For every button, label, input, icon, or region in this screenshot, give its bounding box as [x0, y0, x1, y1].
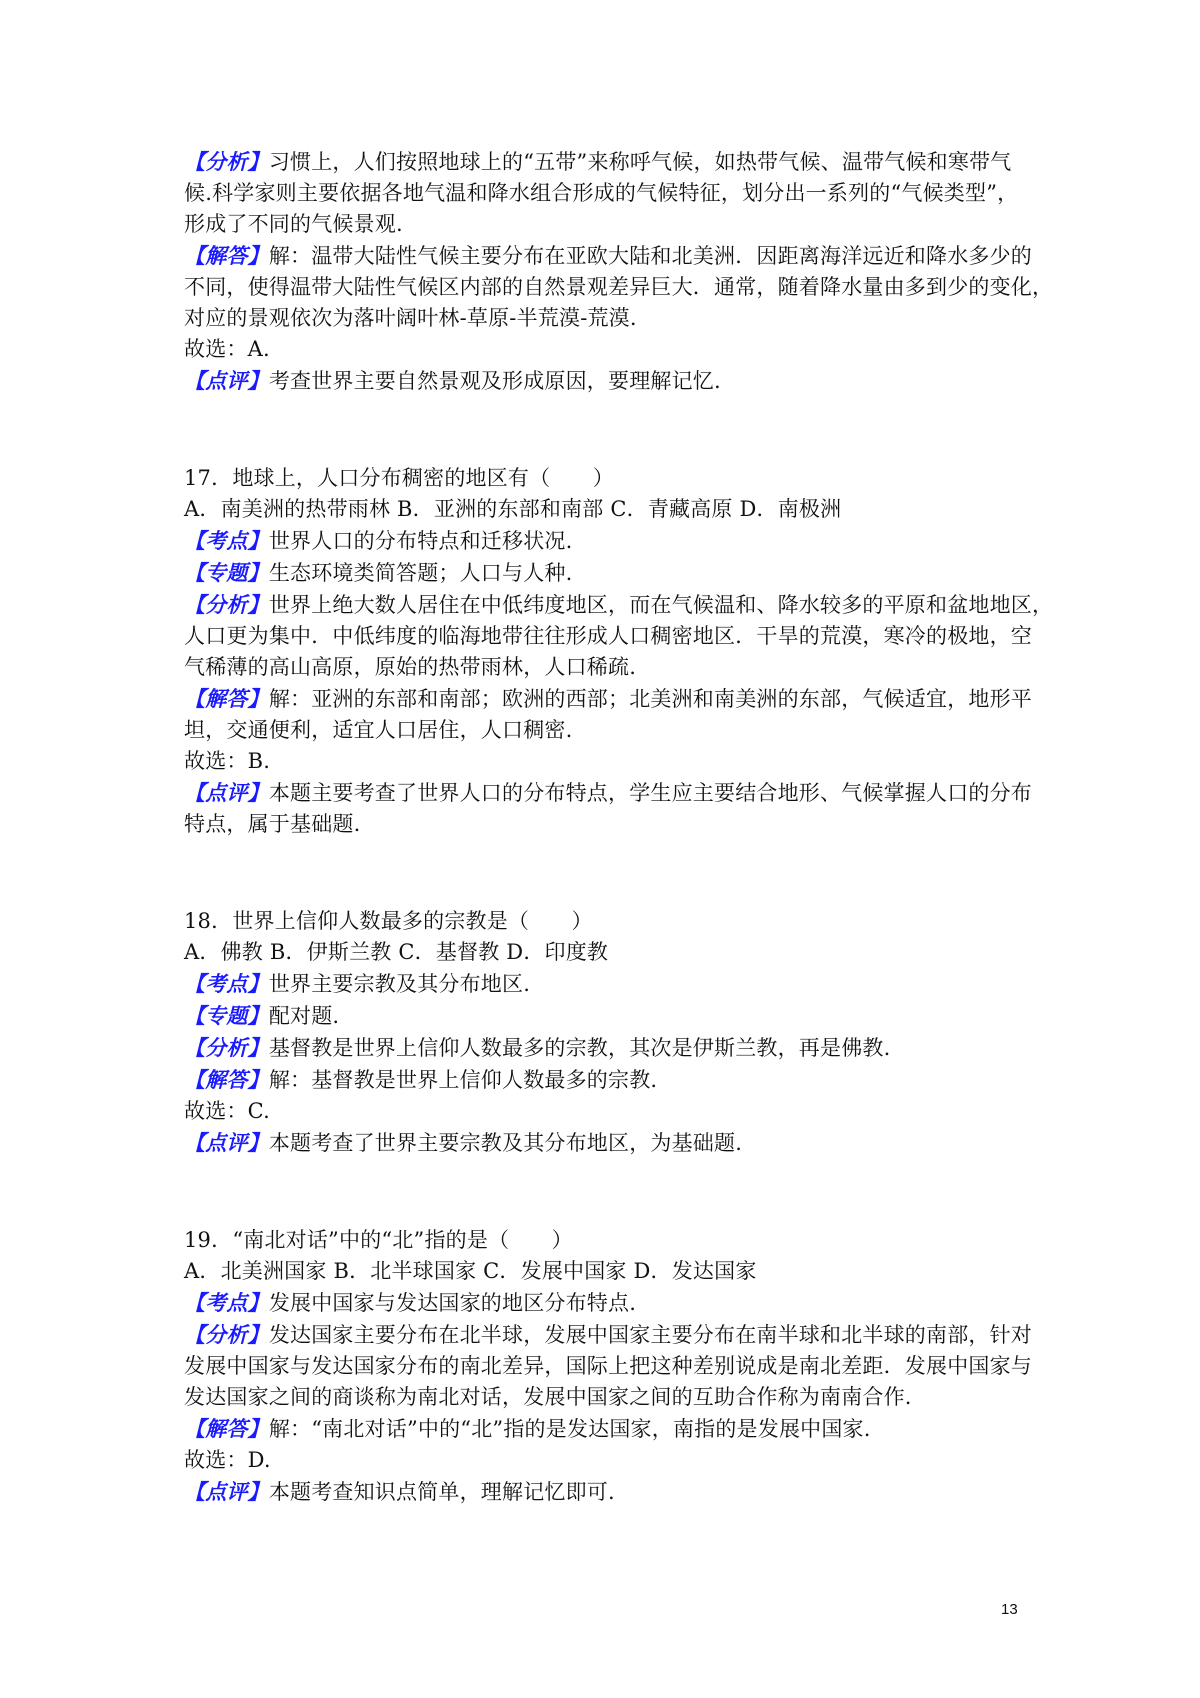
line-text: 发展中国家与发达国家分布的南北差异，国际上把这种差别说成是南北差距．发展中国家与 [184, 1354, 1032, 1378]
text-line [184, 1319, 1033, 1351]
text-line [184, 1064, 1024, 1096]
line-text: 故选：C. [184, 1099, 270, 1123]
text-line [184, 809, 1024, 840]
text-line [184, 1445, 1024, 1476]
label-tag: 【专题】 [184, 1003, 269, 1028]
line-text: 解：基督教是世界上信仰人数最多的宗教. [268, 1068, 658, 1092]
line-text: 发展中国家与发达国家的地区分布特点. [268, 1291, 637, 1315]
line-text: 形成了不同的气候景观. [184, 212, 403, 236]
label-tag: 【分析】 [184, 592, 269, 617]
label-tag: 【分析】 [184, 1035, 269, 1060]
text-line [184, 494, 1024, 525]
text-line [184, 146, 1024, 178]
text-line [184, 1382, 1024, 1413]
line-text: 基督教是世界上信仰人数最多的宗教，其次是伊斯兰教，再是佛教. [268, 1036, 891, 1060]
line-text: 习惯上，人们按照地球上的“五带”来称呼气候，如热带气候、温带气候和寒带气 [268, 150, 1012, 174]
line-text: 发达国家主要分布在北半球，发展中国家主要分布在南半球和北半球的南部，针对 [268, 1323, 1033, 1347]
line-text: 世界上绝大数人居住在中低纬度地区，而在气候温和、降水较多的平原和盆地地区， [268, 593, 1054, 617]
line-text: 对应的景观依次为落叶阔叶林-草原-半荒漠-荒漠. [184, 306, 637, 330]
text-line [184, 178, 1024, 209]
label-tag: 【解答】 [184, 1416, 269, 1441]
line-text: 考查世界主要自然景观及形成原因，要理解记忆. [268, 369, 721, 393]
text-line [184, 1000, 1024, 1032]
label-tag: 【分析】 [184, 149, 269, 174]
line-text: 坦，交通便利，适宜人口居住，人口稠密. [184, 718, 573, 742]
text-line [184, 589, 1054, 621]
page-content [184, 146, 1054, 1508]
label-tag: 【解答】 [184, 1067, 269, 1092]
label-tag: 【解答】 [184, 686, 269, 711]
text-line [184, 937, 1024, 968]
label-tag: 【点评】 [184, 1479, 269, 1504]
text-line [184, 1225, 1024, 1256]
line-text: 候.科学家则主要依据各地气温和降水组合形成的气候特征，划分出一系列的“气候类型”， [184, 181, 1019, 205]
label-tag: 【考点】 [184, 1290, 269, 1315]
section-gap [184, 1159, 1024, 1225]
text-line [184, 303, 1024, 334]
line-text: 本题考查了世界主要宗教及其分布地区，为基础题. [268, 1131, 743, 1155]
section-gap [184, 840, 1024, 906]
text-line [184, 1127, 1024, 1159]
text-line [184, 746, 1024, 777]
line-text: 特点，属于基础题. [184, 812, 361, 836]
line-text: A．佛教 B．伊斯兰教 C．基督教 D．印度教 [184, 940, 609, 964]
text-line [184, 1413, 1024, 1445]
line-text: 故选：D. [184, 1448, 271, 1472]
text-line [184, 240, 1033, 272]
label-tag: 【点评】 [184, 1130, 269, 1155]
label-tag: 【解答】 [184, 243, 269, 268]
text-line [184, 715, 1024, 746]
label-tag: 【考点】 [184, 528, 269, 553]
line-text: 本题主要考查了世界人口的分布特点，学生应主要结合地形、气候掌握人口的分布 [268, 781, 1033, 805]
line-text: 世界主要宗教及其分布地区. [268, 972, 531, 996]
section-gap [184, 397, 1024, 463]
text-line [184, 1096, 1024, 1127]
text-line [184, 525, 1024, 557]
question-block-q16_tail [184, 146, 1054, 397]
line-text: 解：“南北对话”中的“北”指的是发达国家，南指的是发展中国家. [268, 1417, 871, 1441]
line-text: A．南美洲的热带雨林 B．亚洲的东部和南部 C．青藏高原 D．南极洲 [184, 497, 842, 521]
line-text: 配对题. [268, 1004, 340, 1028]
line-text: 故选：A. [184, 337, 270, 361]
line-text: 本题考查知识点简单，理解记忆即可. [268, 1480, 615, 1504]
text-line [184, 463, 1024, 494]
text-line [184, 1256, 1024, 1287]
text-line [184, 652, 1024, 683]
question-block-q18 [184, 906, 1024, 1159]
text-line [184, 1287, 1024, 1319]
line-text: 生态环境类简答题；人口与人种. [268, 561, 573, 585]
text-line [184, 1032, 1024, 1064]
line-text: A．北美洲国家 B．北半球国家 C．发展中国家 D．发达国家 [184, 1259, 757, 1283]
line-text: 18．世界上信仰人数最多的宗教是（ ） [184, 909, 593, 933]
line-text: 不同，使得温带大陆性气候区内部的自然景观差异巨大．通常，随着降水量由多到少的变化， [184, 275, 1054, 299]
line-text: 17．地球上，人口分布稠密的地区有（ ） [184, 466, 614, 490]
label-tag: 【分析】 [184, 1322, 269, 1347]
label-tag: 【点评】 [184, 368, 269, 393]
text-line [184, 1351, 1032, 1382]
line-text: 发达国家之间的商谈称为南北对话，发展中国家之间的互助合作称为南南合作. [184, 1385, 912, 1409]
line-text: 解：亚洲的东部和南部；欧洲的西部；北美洲和南美洲的东部，气候适宜，地形平 [268, 687, 1033, 711]
text-line [184, 777, 1033, 809]
text-line [184, 272, 1054, 303]
question-block-q19 [184, 1225, 1033, 1508]
label-tag: 【专题】 [184, 560, 269, 585]
line-text: 解：温带大陆性气候主要分布在亚欧大陆和北美洲．因距离海洋远近和降水多少的 [268, 244, 1033, 268]
text-line [184, 1476, 1024, 1508]
line-text: 世界人口的分布特点和迁移状况. [268, 529, 573, 553]
page-number: 13 [1001, 1601, 1018, 1618]
text-line [184, 906, 1024, 937]
question-block-q17 [184, 463, 1054, 840]
line-text: 19．“南北对话”中的“北”指的是（ ） [184, 1228, 573, 1252]
line-text: 气稀薄的高山高原，原始的热带雨林，人口稀疏. [184, 655, 637, 679]
text-line [184, 683, 1033, 715]
line-text: 故选：B. [184, 749, 271, 773]
text-line [184, 557, 1024, 589]
label-tag: 【点评】 [184, 780, 269, 805]
text-line [184, 621, 1032, 652]
text-line [184, 968, 1024, 1000]
text-line [184, 334, 1024, 365]
label-tag: 【考点】 [184, 971, 269, 996]
text-line [184, 365, 1024, 397]
line-text: 人口更为集中．中低纬度的临海地带往往形成人口稠密地区．干旱的荒漠，寒冷的极地，空 [184, 624, 1032, 648]
text-line [184, 209, 1024, 240]
